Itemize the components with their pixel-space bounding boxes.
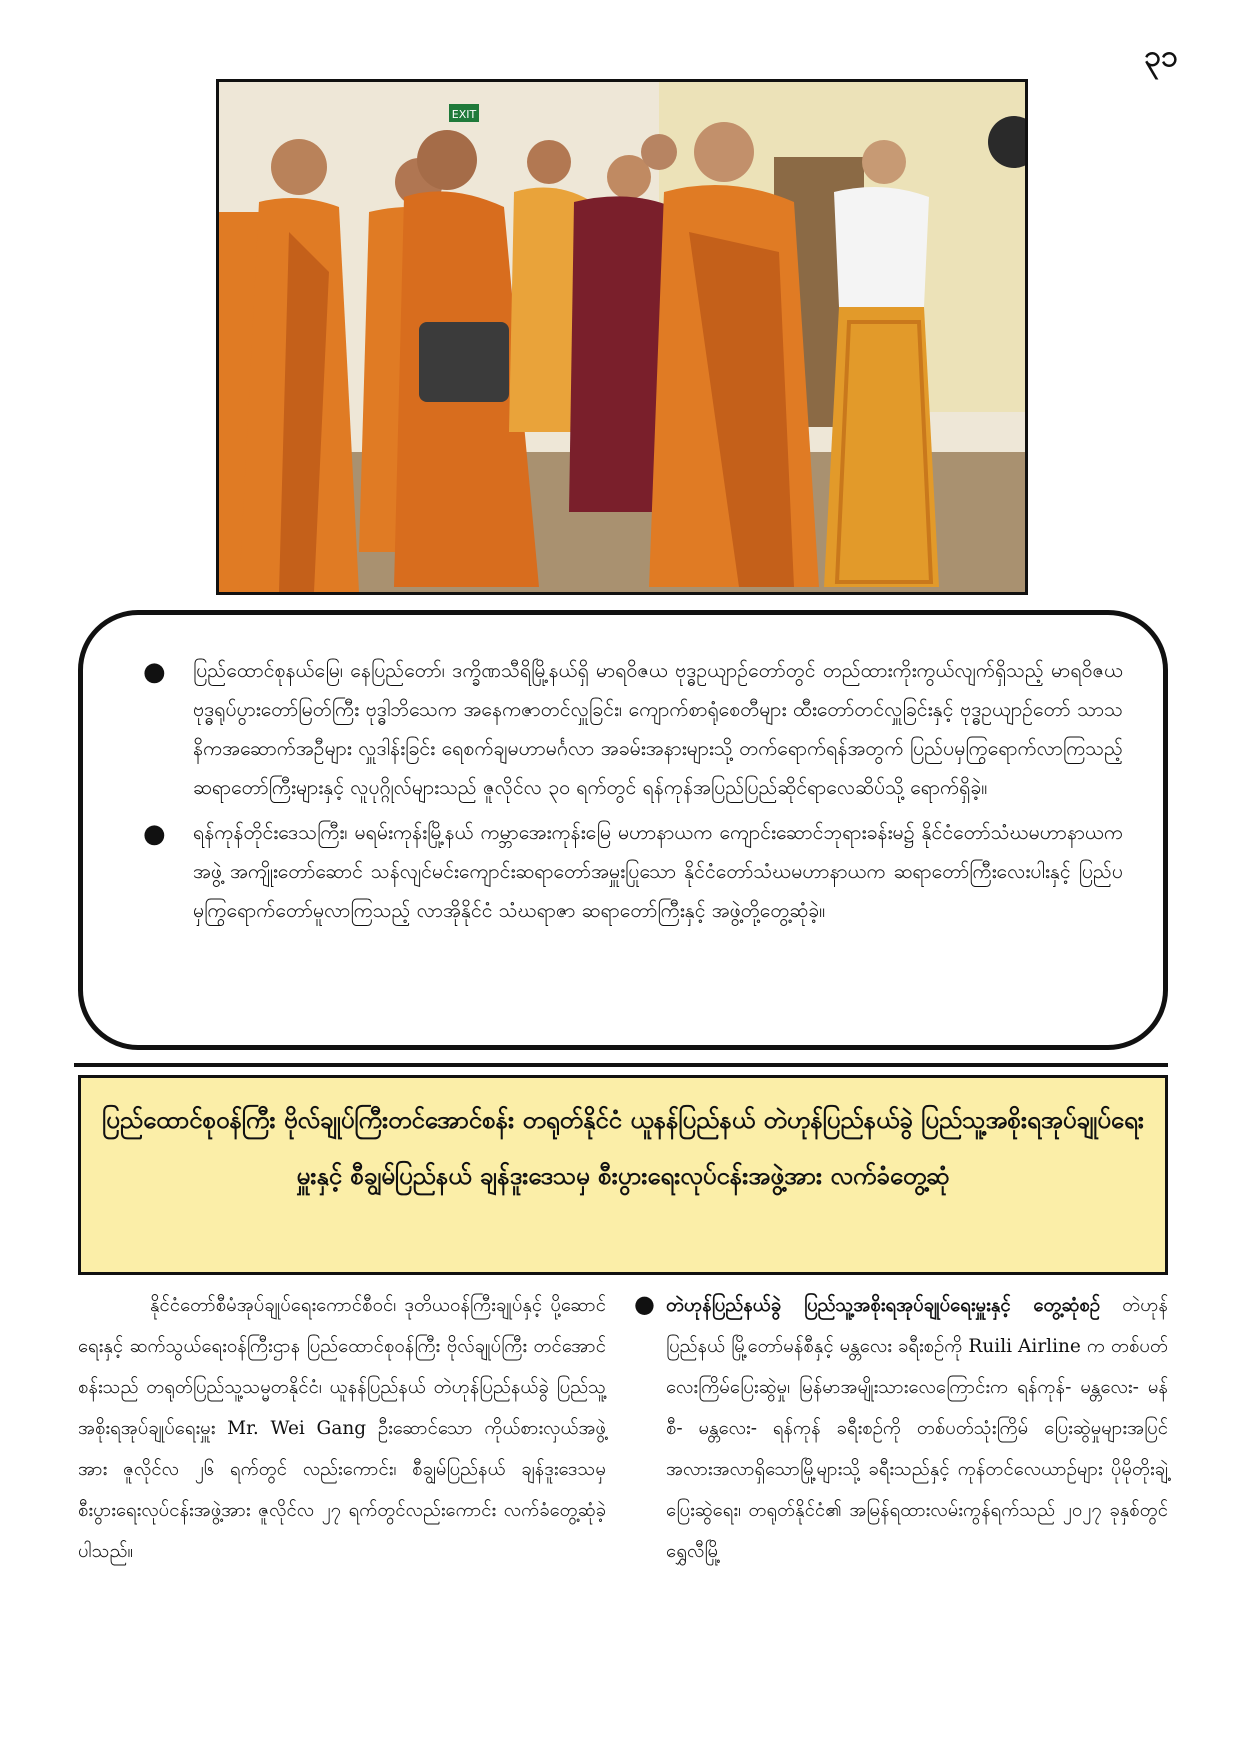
page-number: ၃၁ [1144,39,1178,74]
monks-greeting-illustration [219,82,1025,592]
article-left-column [78,1285,606,1572]
bullet-icon: ● [143,657,166,687]
bullet-text: ရန်ကုန်တိုင်းဒေသကြီး၊ မရမ်းကုန်းမြို့နယ် ကမ္ဘာအေးကုန်းမြေ မဟာနာယက ကျောင်းဆောင်ဘုရားခန်းမ၌ နိုင်ငံတော်သံဃမဟာနာယကအဖွဲ့ အကျိုးတော်ဆောင် သန်လျင်မင်းကျောင်းဆရာတော်အမှူးပြုသော နိုင်ငံတော်သံဃမဟာနာယက ဆရာတော်ကြီးလေးပါးနှင့် ပြည်ပမှကြွရောက်တော်မူလာကြသည့် လာအိုနိုင်ငံ သံဃရာဇာ ဆရာတော်ကြီးနှင့် အဖွဲ့တို့တွေ့ဆုံခဲ့။ [193,821,1123,922]
news-photo [216,79,1028,595]
article-paragraph: နိုင်ငံတော်စီမံအုပ်ချုပ်ရေးကောင်စီဝင်၊ ဒုတိယဝန်ကြီးချုပ်နှင့် ပို့ဆောင်ရေးနှင့် ဆက်သွယ်ရေးဝန်ကြီးဌာန ပြည်ထောင်စုဝန်ကြီး ဗိုလ်ချုပ်ကြီး တင်အောင်စန်းသည် တရုတ်ပြည်သူ့သမ္မတနိုင်ငံ၊ ယူနန်ပြည်နယ် တဲဟုန်ပြည်နယ်ခွဲ ပြည်သူ့အစိုးရအုပ်ချုပ်ရေးမှူး Mr. Wei Gang ဦးဆောင်သော ကိုယ်စားလှယ်အဖွဲ့အား ဇူလိုင်လ ၂၆ ရက်တွင် လည်းကောင်း၊ စီချွမ်ပြည်နယ် ချန်ဒူးဒေသမှ စီးပွားရေးလုပ်ငန်းအဖွဲ့အား ဇူလိုင်လ ၂၇ ရက်တွင်လည်းကောင်း လက်ခံတွေ့ဆုံခဲ့ပါသည်။ [78,1295,606,1562]
bullet-text: ပြည်ထောင်စုနယ်မြေ၊ နေပြည်တော်၊ ဒက္ခိဏသီရိမြို့နယ်ရှိ မာရဝိဇယ ဗုဒ္ဓဥယျာဉ်တော်တွင် တည်ထားကိုးကွယ်လျက်ရှိသည့် မာရဝိဇယ ဗုဒ္ဓရုပ်ပွားတော်မြတ်ကြီး ဗုဒ္ဓါဘိသေက အနေကဇာတင်လှူခြင်း၊ ကျောက်စာရုံစေတီများ ထီးတော်တင်လှူခြင်းနှင့် ဗုဒ္ဓဥယျာဉ်တော် သာသနိကအဆောက်အဦများ လှူဒါန်းခြင်း ရေစက်ချမဟာမင်္ဂလာ အခမ်းအနားများသို့ တက်ရောက်ရန်အတွက် ပြည်ပမှကြွရောက်လာကြသည့် ဆရာတော်ကြီးများနှင့် လူပုဂ္ဂိုလ်များသည် ဇူလိုင်လ ၃၀ ရက်တွင် ရန်ကုန်အပြည်ပြည်ဆိုင်ရာလေဆိပ်သို့ ရောက်ရှိခဲ့။ [193,659,1123,799]
article-headline: ပြည်ထောင်စုဝန်ကြီး ဗိုလ်ချုပ်ကြီးတင်အောင်စန်း တရုတ်နိုင်ငံ ယူနန်ပြည်နယ် တဲဟုန်ပြည်နယ်ခွဲ ပြည်သူ့အစိုးရအုပ်ချုပ်ရေးမှူးနှင့် စီချွမ်ပြည်နယ် ချန်ဒူးဒေသမှ စီးပွားရေးလုပ်ငန်းအဖွဲ့အား လက်ခံတွေ့ဆုံ [78,1075,1168,1275]
article-paragraph: တဲဟုန်ပြည်နယ် မြို့တော်မန်စီနှင့် မန္တလေး ခရီးစဉ်ကို Ruili Airline က တစ်ပတ်လေးကြိမ်ပြေးဆွဲမှု၊ မြန်မာအမျိုးသားလေကြောင်းက ရန်ကုန်- မန္တလေး- မန်စီ- မန္တလေး- ရန်ကုန် ခရီးစဉ်ကို တစ်ပတ်သုံးကြိမ် ပြေးဆွဲမှုများအပြင် အလားအလာရှိသောမြို့များသို့ ခရီးသည်နှင့် ကုန်တင်လေယာဉ်များ ပိုမိုတိုးချဲ့ပြေးဆွဲရေး၊ တရုတ်နိုင်ငံ၏ အမြန်ရထားလမ်းကွန်ရက်သည် ၂၀၂၇ ခုနှစ်တွင် ရွှေလီမြို့ [666,1295,1168,1562]
article-subheading: တဲဟုန်ပြည်နယ်ခွဲ ပြည်သူ့အစိုးရအုပ်ချုပ်ရေးမှူးနှင့် တွေ့ဆုံစဉ် [666,1295,1101,1316]
article-right-column [634,1285,1168,1572]
bullet-item [143,651,1123,807]
bullet-item [143,813,1123,930]
bullet-icon: ● [143,819,166,849]
exit-sign: EXIT [451,108,477,121]
section-divider [74,1063,1168,1067]
bullet-icon: ● [634,1290,655,1318]
highlights-box [78,610,1168,1050]
